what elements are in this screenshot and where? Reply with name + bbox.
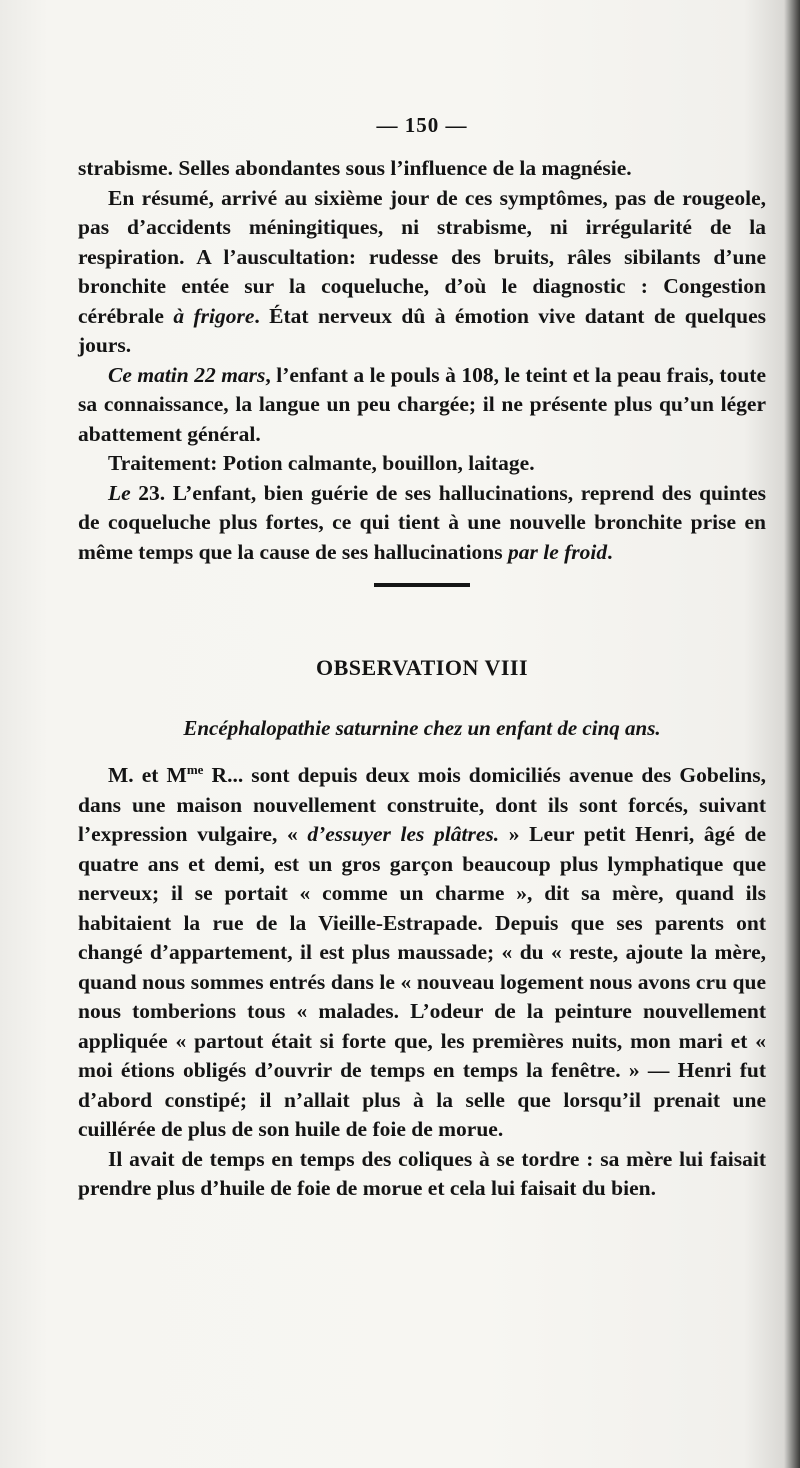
section-divider bbox=[374, 583, 470, 587]
paragraph-le-23: Le 23. L’enfant, bien guérie de ses hallucinations, reprend des quintes de coqueluche plus fortes, ce qui tient à une nouvelle bronchite prise en même temps que la cause de ses hallucinations par le froid. bbox=[78, 480, 766, 564]
obs-text-start: M. et M bbox=[108, 763, 187, 787]
obs-text-sup: me bbox=[186, 761, 204, 777]
obs-text-b: » Leur petit Henri, âgé de quatre ans et demi, est un gros garçon beaucoup plus lymphatique que nerveux; il se portait « comme un charme », dit sa mère, quand ils habitaient la rue de la Vieille-Estrapade. Depuis que ses parents ont changé d’appartement, il est plus maussade; « du « reste, ajoute la mère, quand nous sommes entrés dans le « nouveau logement nous avons cru que nous tomberions tous « malades. L’odeur de la peinture nouvellement appliquée « partout était si forte que, les premières nuits, mon mari et « moi étions obligés d’ouvrir de temps en temps la fenêtre. » — Henri fut d’abord constipé; il n’allait plus à la selle que lorsqu’il prenait une cuillérée de plus de son huile de foie de morue. bbox=[78, 822, 766, 1141]
paragraph-resume-text: En résumé, arrivé au sixième jour de ces symptômes, pas de rougeole, pas d’accidents méningitiques, ni strabisme, ni irrégularité de la respiration. A l’auscultation: rudesse des bruits, râles sibilants d’une bronchite entée sur la coqueluche, d’où le diagnostic : Congestion cérébrale bbox=[78, 185, 766, 328]
paragraph-ce-matin bbox=[78, 361, 766, 450]
obs-text-a: R... sont depuis deux mois domiciliés avenue des Gobelins, dans une maison nouvellement construite, dont ils sont forcés, suivant l’expression vulgaire, « bbox=[78, 763, 767, 846]
obs-text-italic: d’essuyer les plâtres. bbox=[307, 822, 500, 846]
page-text-block bbox=[78, 110, 766, 1204]
paragraph-strabisme: strabisme. Selles abondantes sous l’influence de la magnésie. bbox=[78, 156, 632, 180]
paragraph-le-23-text: 23. L’enfant, bien guérie de ses hallucinations, reprend des quintes de coqueluche plus fortes, ce qui tient à une nouvelle bronchite prise en même temps que la cause de ses hallucinations bbox=[78, 480, 766, 564]
observation-subtitle: Encéphalopathie saturnine chez un enfant de cinq ans. bbox=[183, 716, 661, 740]
paragraph-traitement: Traitement: Potion calmante, bouillon, laitage. bbox=[108, 451, 535, 475]
paragraph-le-23-italic-end: par le froid bbox=[508, 539, 608, 564]
paragraph-ce-matin-text: , l’enfant a le pouls à 108, le teint et la peau frais, toute sa connaissance, la langue un peu chargée; il ne présente plus qu’un léger abattement général. bbox=[78, 362, 766, 446]
paragraph-resume bbox=[78, 184, 766, 361]
paragraph-resume-end: . État nerveux dû à émotion vive datant de quelques jours. bbox=[78, 303, 766, 357]
paragraph-observation-intro bbox=[78, 761, 766, 1145]
page-number: — 150 — bbox=[376, 113, 468, 137]
paragraph-le-23-italic: Le bbox=[108, 480, 131, 505]
paragraph-resume-italic: à frigore bbox=[173, 303, 255, 328]
paragraph-coliques: Il avait de temps en temps des coliques à se tordre : sa mère lui faisait prendre plus d’huile de foie de morue et cela lui faisait du bien. bbox=[78, 1146, 766, 1200]
paragraph-ce-matin-italic: Ce matin 22 mars bbox=[108, 362, 266, 387]
observation-title: OBSERVATION VIII bbox=[315, 655, 529, 680]
